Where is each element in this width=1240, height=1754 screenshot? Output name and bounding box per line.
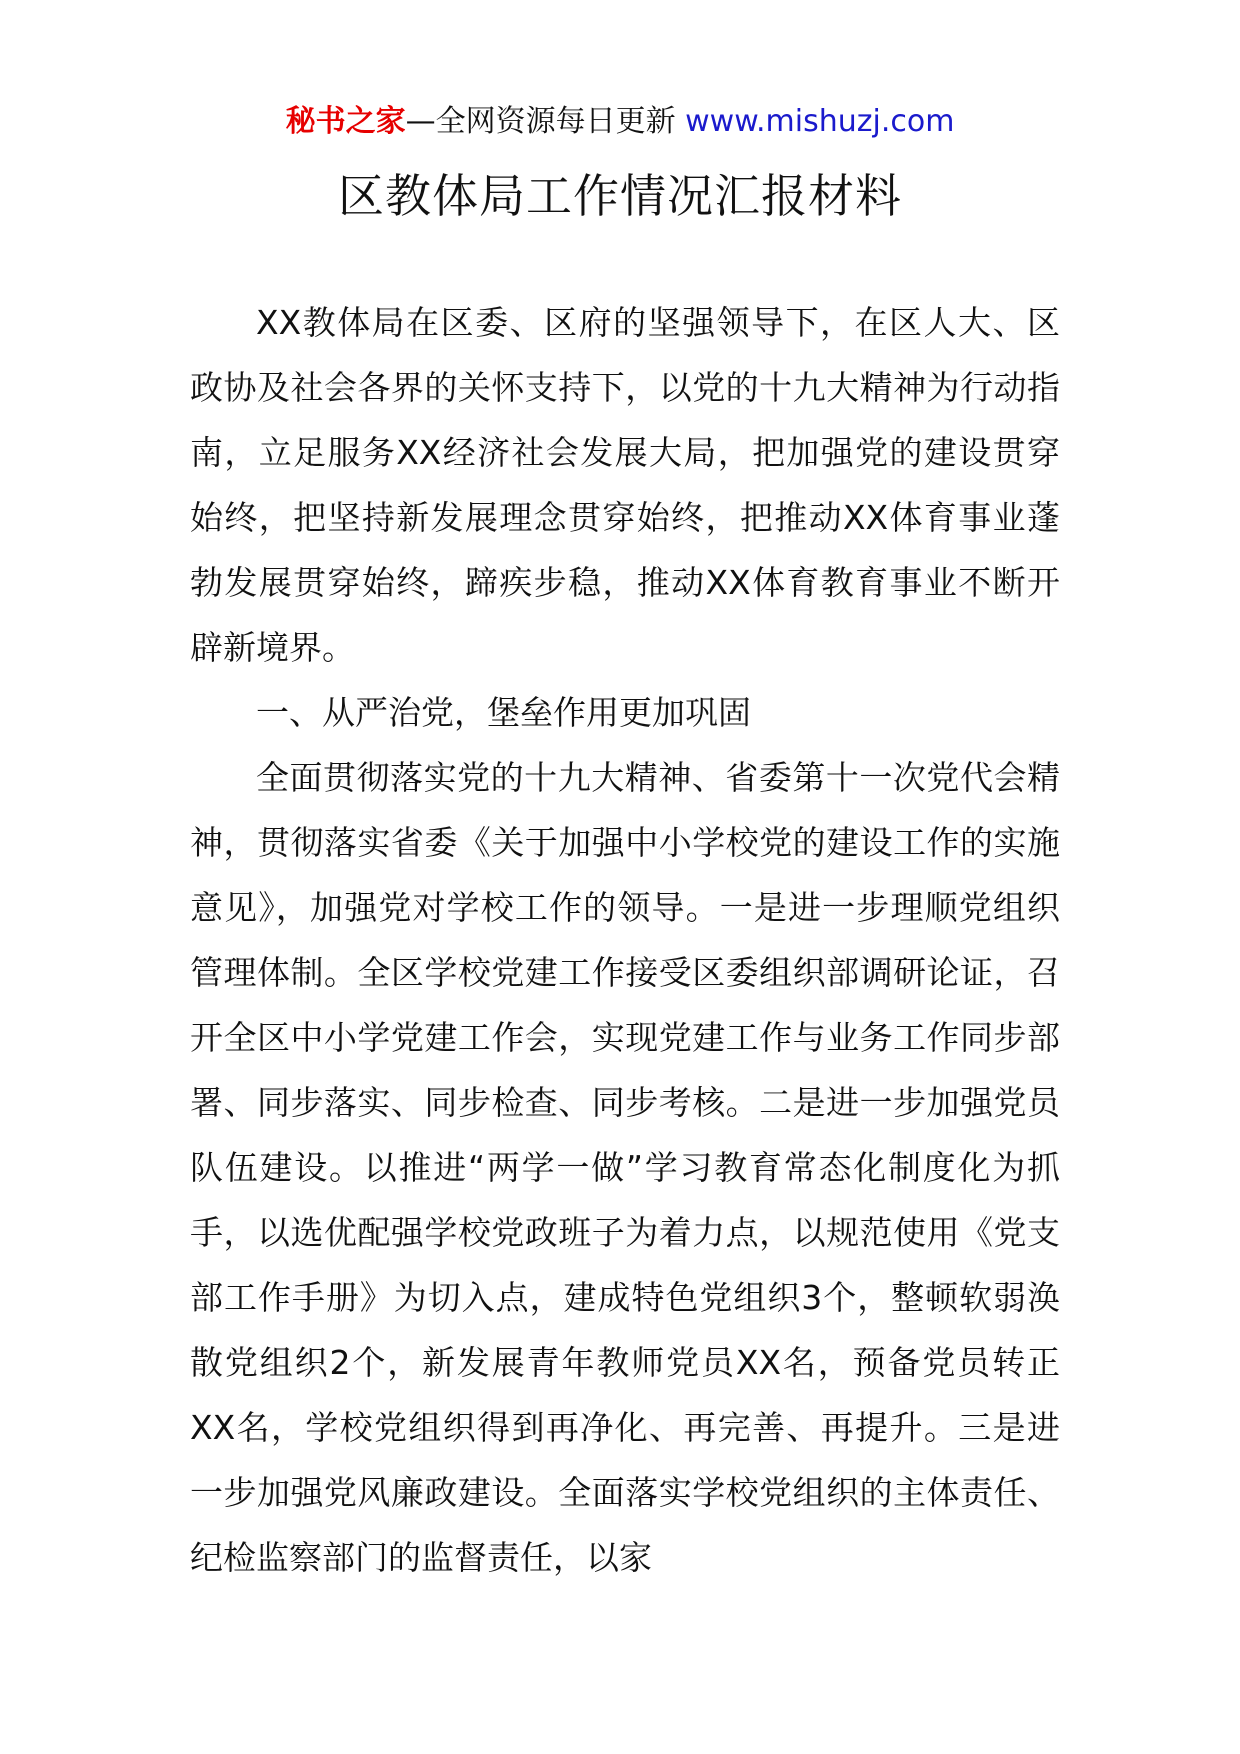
site-header bbox=[0, 102, 1240, 142]
document-title: 区教体局工作情况汇报材料 bbox=[338, 169, 902, 223]
section-heading: 一、从严治党，堡垒作用更加巩固 bbox=[256, 693, 751, 732]
section-paragraph: 全面贯彻落实党的十九大精神、省委第十一次党代会精神，贯彻落实省委《关于加强中小学校党的建设工作的实施意见》，加强党对学校工作的领导。一是进一步理顺党组织管理体制。全区学校党建工作接受区委组织部调研论证，召开全区中小学党建工作会，实现党建工作与业务工作同步部署、同步落实、同步检查、同步考核。二是进一步加强党员队伍建设。以推进“两学一做”学习教育常态化制度化为抓手，以选优配强学校党政班子为着力点，以规范使用《党支部工作手册》为切入点，建成特色党组织3个，整顿软弱涣散党组织2个，新发展青年教师党员XX名，预备党员转正XX名，学校党组织得到再净化、再完善、再提升。三是进一步加强党风廉政建设。全面落实学校党组织的主体责任、纪检监察部门的监督责任，以家 bbox=[190, 758, 1060, 1577]
site-url-link[interactable]: www.mishuzj.com bbox=[685, 104, 955, 139]
document-body bbox=[190, 290, 1060, 1590]
brand-name: 秘书之家 bbox=[285, 104, 406, 139]
intro-paragraph: XX教体局在区委、区府的坚强领导下，在区人大、区政协及社会各界的关怀支持下，以党的十九大精神为行动指南，立足服务XX经济社会发展大局，把加强党的建设贯穿始终，把坚持新发展理念贯穿始终，把推动XX体育事业蓬勃发展贯穿始终，蹄疾步稳，推动XX体育教育事业不断开辟新境界。 bbox=[190, 303, 1060, 667]
header-tagline: —全网资源每日更新 bbox=[405, 104, 676, 139]
